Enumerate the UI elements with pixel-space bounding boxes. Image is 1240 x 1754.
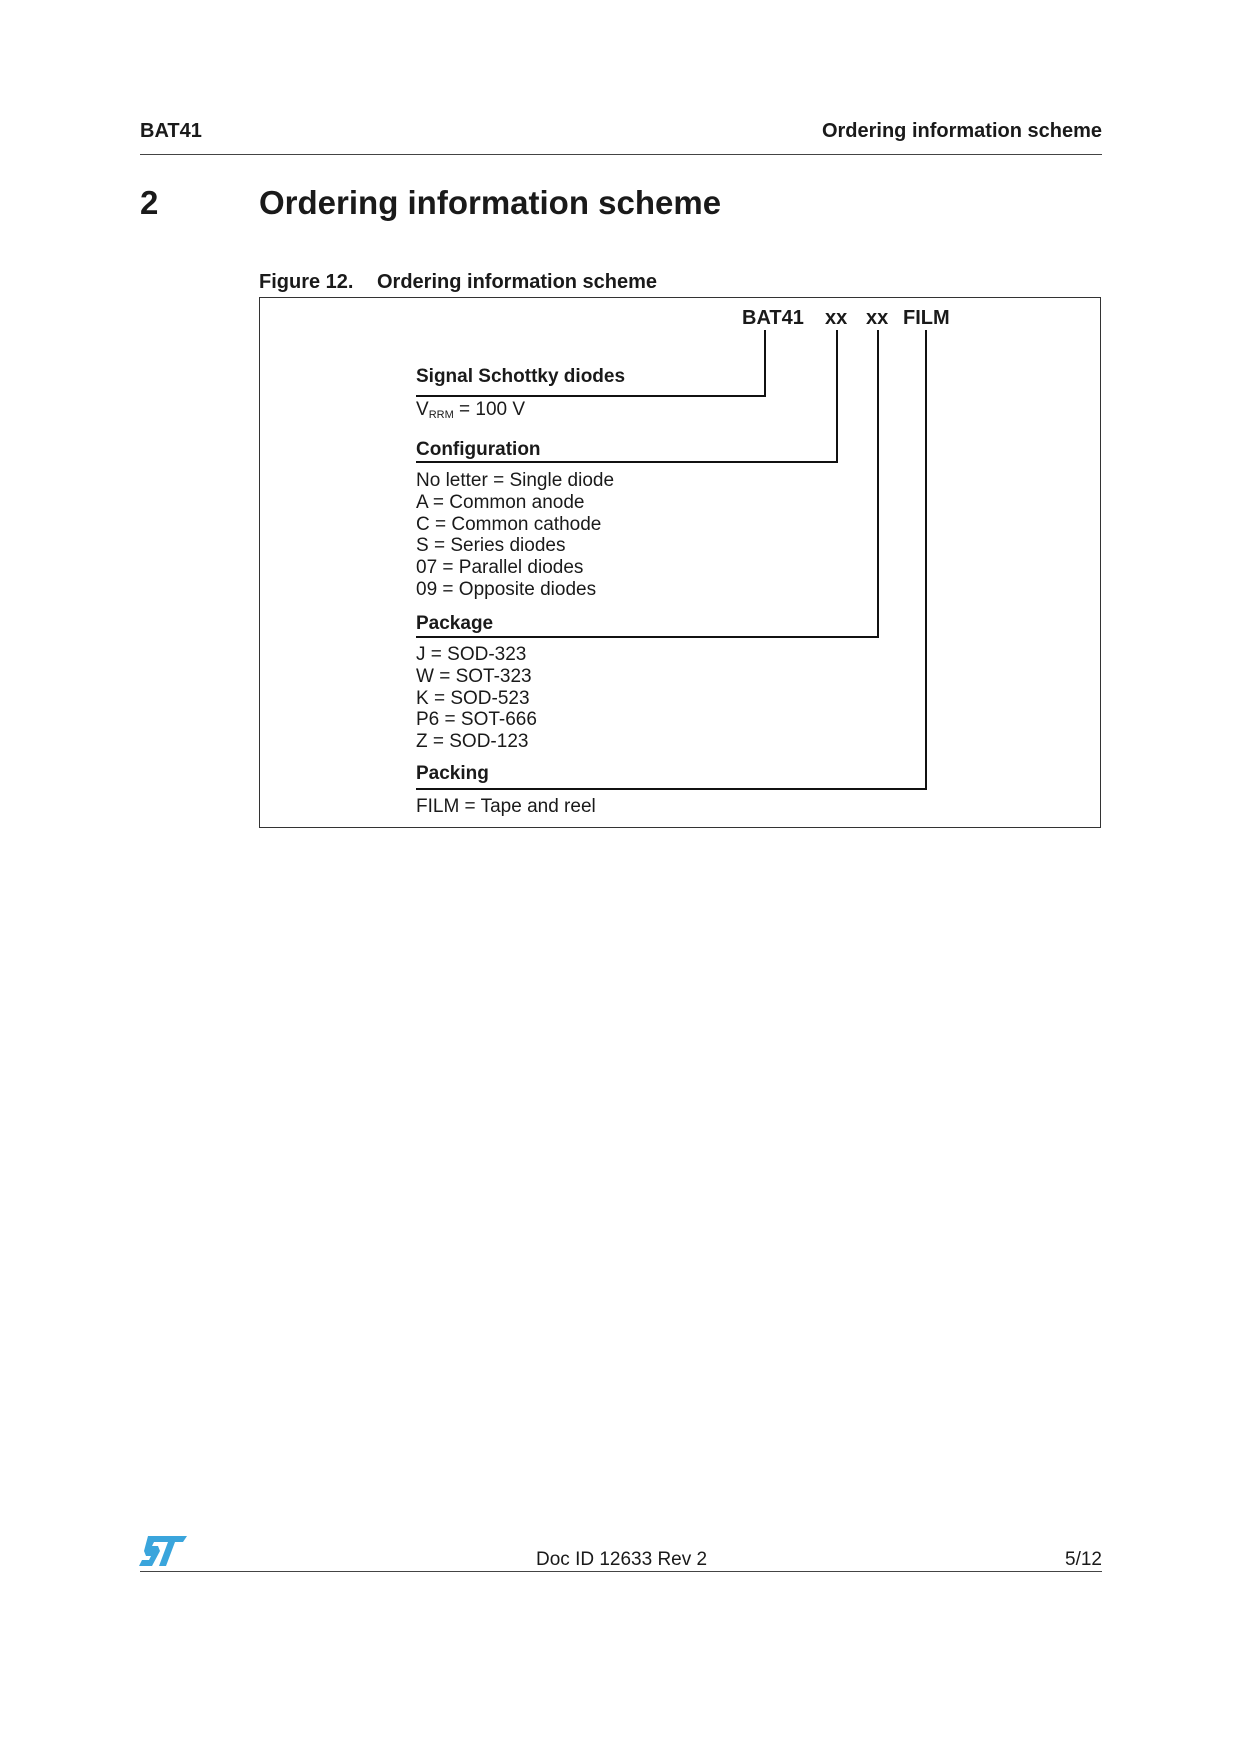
- st-logo: [139, 1536, 187, 1571]
- connector-horizontal-packing: [416, 788, 927, 790]
- group-title-package: Package: [416, 613, 494, 634]
- group-title-configuration: Configuration: [416, 439, 541, 460]
- option-configuration-5: 07 = Parallel diodes: [416, 557, 584, 578]
- option-package-5: Z = SOD-123: [416, 731, 529, 752]
- section-title: Ordering information scheme: [259, 184, 722, 221]
- option-packing-1: FILM = Tape and reel: [416, 796, 596, 817]
- connector-horizontal-configuration: [416, 461, 838, 463]
- option-package-4: P6 = SOT-666: [416, 709, 537, 730]
- option-package-1: J = SOD-323: [416, 644, 527, 665]
- group-title-packing: Packing: [416, 763, 489, 784]
- figure-caption: Ordering information scheme: [377, 271, 658, 293]
- connector-horizontal-package: [416, 636, 879, 638]
- option-vrrm: $V_{RRM} = 100$ V: [416, 399, 526, 421]
- connector-vertical-packing: [925, 330, 927, 790]
- code-part-configuration: xx: [825, 307, 848, 329]
- connector-vertical-package: [877, 330, 879, 638]
- connector-vertical-product: [764, 330, 766, 397]
- option-package-2: W = SOT-323: [416, 666, 532, 687]
- page-number: 5/12: [1065, 1549, 1102, 1570]
- code-part-packing: FILM: [903, 307, 950, 329]
- running-header-product: BAT41: [140, 120, 202, 142]
- section-number: 2: [140, 184, 159, 221]
- option-package-3: K = SOD-523: [416, 688, 530, 709]
- option-configuration-3: C = Common cathode: [416, 514, 602, 535]
- document-id: Doc ID 12633 Rev 2: [536, 1549, 708, 1570]
- code-part-product: BAT41: [742, 307, 804, 329]
- option-configuration-6: 09 = Opposite diodes: [416, 579, 597, 600]
- option-configuration-2: A = Common anode: [416, 492, 585, 513]
- header-rule: [140, 154, 1102, 155]
- figure-label: Figure 12.: [259, 271, 354, 293]
- group-title-product: Signal Schottky diodes: [416, 366, 626, 387]
- option-configuration-1: No letter = Single diode: [416, 470, 615, 491]
- running-header-title: Ordering information scheme: [821, 120, 1102, 142]
- connector-vertical-configuration: [836, 330, 838, 463]
- option-configuration-4: S = Series diodes: [416, 535, 566, 556]
- connector-horizontal-product: [416, 395, 766, 397]
- figure-box: [259, 297, 1101, 828]
- footer-rule: [140, 1571, 1102, 1572]
- code-part-package: xx: [866, 307, 889, 329]
